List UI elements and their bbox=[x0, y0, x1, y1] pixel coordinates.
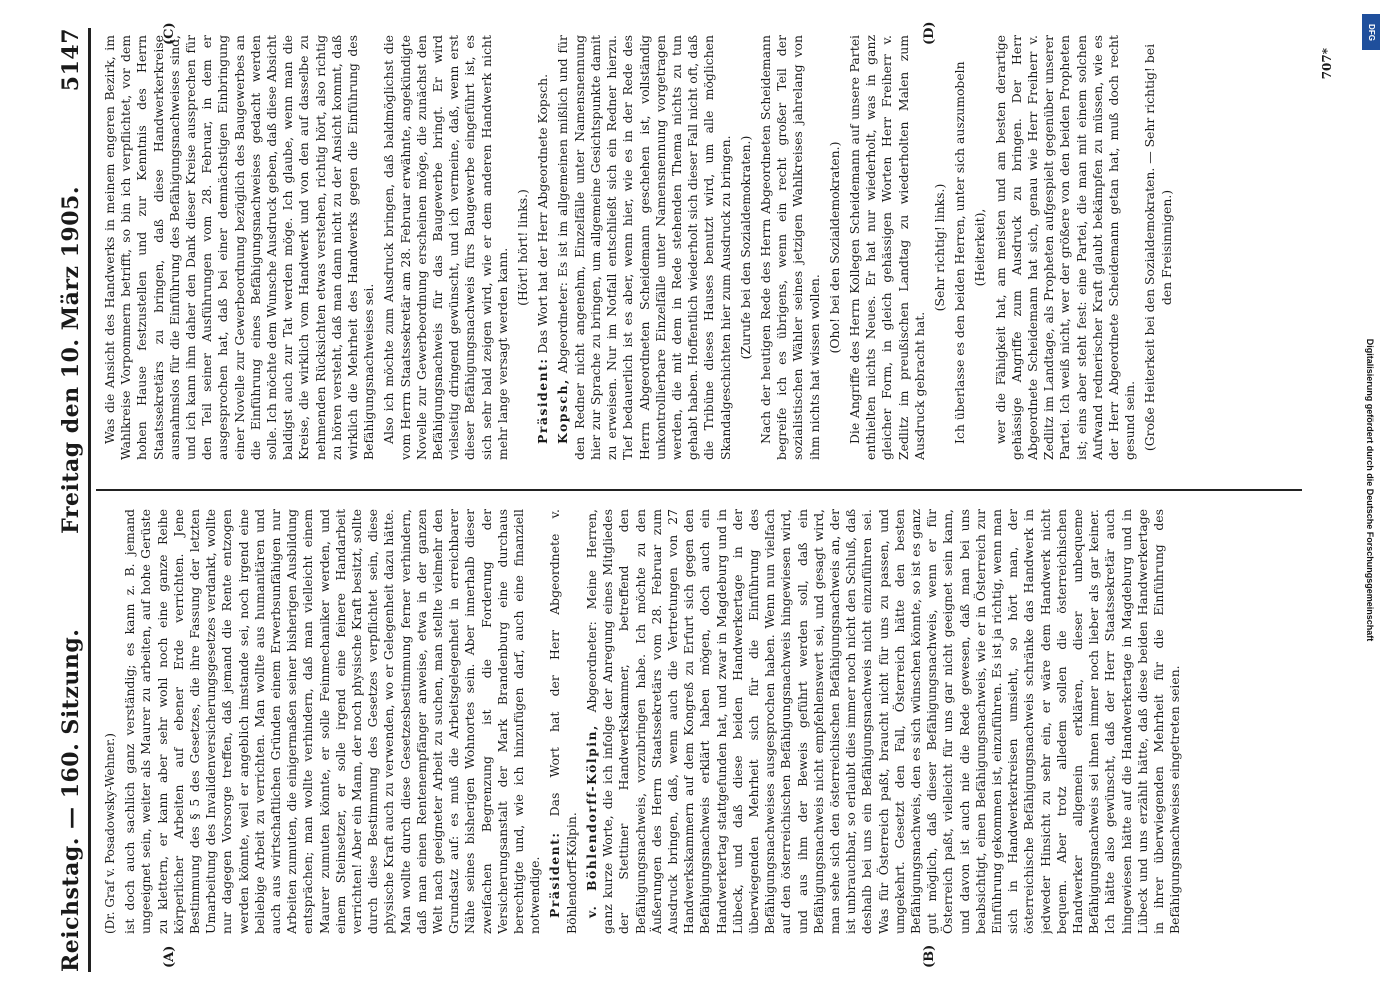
president-text-2: Das Wort hat der Herr Abgeordnete Kopsch. bbox=[534, 73, 550, 354]
left-paragraph-1: ist doch auch sachlich ganz verständig; es kann z. B. jemand ungeeignet sein, weiter als Maurer zu arbeiten, auf hohe Gerüste zu klettern, er kann aber sehr wohl noch eine ganze Reihe körperlicher Arbeiten auf ebener Erde verrichten. Jene Bestimmung des § 5 des Gesetzes, die ihre Fassung der letzten Umarbeitung des Invalidenversicherungsgesetzes verdankt, wollte nur dagegen Vorsorge treffen, daß jemand die Rente entzogen werden könnte, weil er angeblich imstande sei, noch irgend eine beliebige Arbeit zu verrichten. Man wollte aus humanitären und auch aus wirtschaftlichen Gründen einem Erwerbsunfähigen nur Arbeiten zumuten, die einigermaßen seiner bisherigen Ausbildung entsprächen; man wollte verhindern, daß man vielleicht einem Maurer zumuten könnte, er solle Feinmechaniker werden, und einem Steinsetzer, er solle irgend eine feinere Handarbeit verrichten! Aber ein Mann, der noch physische Kraft besitzt, sollte durch diese Bestimmung des Gesetzes verpflichtet sein, diese physische Kraft auch zu verwenden, wo er Gelegenheit dazu hätte. Man wollte durch diese Gesetzesbestimmung ferner verhindern, daß man einen Rentenempfänger anweise, etwa in der ganzen Welt nach geeigneter Arbeit zu suchen, man stellte vielmehr den Grundsatz auf: es muß die Arbeitsgelegenheit in erreichbarer Nähe seines bisherigen Wohnortes sein. Aber innerhalb dieser zweifachen Begrenzung ist die Forderung der Versicherungsanstalt der Mark Brandenburg eine durchaus berechtigte und, wie ich hinzufügen darf, auch eine finanziell notwendige. bbox=[121, 509, 542, 934]
speaker-text-boehlendorff: Abgeordneter: Meine Herren, ganz kurze Worte, die ich infolge der Anregung eines Mitgliedes der Stettiner Handwerkskammer, betreffend den Befähigungsnachweis, vorzubringen habe. Ich möchte zu den Äußerungen des Herrn Staatssekretärs vom 28. Februar zum Ausdruck bringen, daß, wenn auch die Vertretungen von 27 Handwerkskammern auf dem Kongreß zu Erfurt sich gegen den Befähigungsnachweis erklärt haben mögen, doch auch ein Handwerkertag stattgefunden hat, und zwar in Magdeburg und in Lübeck, und daß diese beiden Handwerkertage in der überwiegenden Mehrheit sich für die Einführung des Befähigungsnachweises ausgesprochen haben. Wenn nun vielfach auf den österreichischen Befähigungsnachweis hingewiesen wird, und aus ihm der Beweis geführt werden soll, daß ein Befähigungsnachweis nicht empfehlenswert sei, und gesagt wird, man sehe sich den österreichischen Befähigungsnachweis an, der ist unbrauchbar, so erlaubt dies immer noch nicht den Schluß, daß deshalb bei uns ein Befähigungsnachweis nicht einzuführen sei. Was für Österreich paßt, braucht nicht für uns zu passen, und umgekehrt. Gesetzt den Fall, Österreich hätte den besten Befähigungsnachweis, den es sich wünschen könnte, so ist es ganz gut möglich, daß dieser Befähigungsnachweis, wenn er für Österreich paßt, vielleicht für uns gar nicht geeignet sein kann, und davon ist auch nie die Rede gewesen, daß man bei uns beabsichtigt, einen Befähigungsnachweis, wie er in Österreich zur Einführung gekommen ist, einzuführen. Es ist ja richtig, wenn man sich in Handwerkerkreisen umsieht, so hört man, der österreichische Befähigungsnachweis schränke das Handwerk in jedweder Hinsicht zu sehr ein, er wäre dem Handwerk nicht bequem. Aber trotz alledem sollen die österreichischen Handwerker allgemein erklären, dieser unbequeme Befähigungsnachweis sei ihnen immer noch lieber als gar keiner. Ich hätte also gewünscht, daß der Herr Staatssekretär auch hingewiesen hätte auf die Handwerkertage in Magdeburg und in Lübeck und uns erzählt hätte, daß diese beiden Handwerkertage in ihrer überwiegenden Mehrheit für die Einführung des Befähigungsnachweises eingetreten seien. bbox=[583, 509, 1182, 934]
header-page-number: 5147 bbox=[57, 28, 84, 92]
president-line-1 bbox=[547, 509, 579, 934]
president-text-1: Das Wort hat der Herr Abgeordnete v. Böhlendorff-Kölpin. bbox=[546, 509, 579, 934]
president-label-2: Präsident: bbox=[534, 357, 550, 444]
reaction-5: (Heiterkeit), bbox=[971, 208, 987, 287]
continuation-speaker: (Dr. Graf v. Posadowsky-Wehner.) bbox=[102, 733, 117, 934]
right-paragraph-1: Was die Ansicht des Handwerks in meinem engeren Bezirk, im Wahlkreise Vorpommern betrifft, so bin ich verpflichtet, vor dem hohen Hause festzustellen und zur Kenntnis des Herrn Staatssekretärs zu bringen, daß diese Handwerkerkreise ausnahmslos für die Einführung des Befähigungsnachweises sind, und ich kann ihm daher den Dank dieser Kreise aussprechen für den Teil seiner Ausführungen vom 28. Februar, in dem er ausgesprochen hat, daß bei einer demnächstigen Einbringung einer Novelle zur Gewerbeordnung bezüglich des Baugewerbes an die Einführung eines Befähigungsnachweises gedacht werden solle. Ich möchte dem Wunsche Ausdruck geben, daß diese Absicht baldigst auch zur Tat werden möge. Ich glaube, wenn man die Kreise, die wirklich vom Handwerk und von den auf dasselbe zu nehmenden Rücksichten etwas verstehen, richtig hört, also richtig zu hören versteht, daß man dann nicht zu der Ansicht kommt, daß wirklich die Mehrheit des Handwerks gegen die Einführung des Befähigungsnachweises sei. bbox=[101, 35, 376, 460]
president-line-2 bbox=[535, 35, 551, 460]
speaker-paragraph-kopsch bbox=[555, 35, 733, 460]
column-divider bbox=[96, 489, 1302, 491]
margin-mark-c: (C) bbox=[161, 22, 177, 45]
right-paragraph-3: Nach der heutigen Rede des Herrn Abgeordneten Scheidemann begreife ich es übrigens, wenn ein recht großer Teil der sozialistischen Wähler seines jetzigen Wahlkreises jahrelang von ihm nichts hat wissen wollen. bbox=[757, 35, 822, 460]
left-column bbox=[102, 509, 1282, 934]
reaction-4: (Sehr richtig! links.) bbox=[931, 183, 947, 312]
right-paragraph-4: Die Angriffe des Herrn Kollegen Scheidemann auf unsere Partei enthielten nichts Neues. Er hat nur wiederholt, was in ganz gleicher Form, in gleich gehässigen Worten Herr Freiherr v. Zedlitz im preußischen Landtag zu wiederholten Malen zum Ausdruck gebracht hat. bbox=[846, 35, 927, 460]
page-header bbox=[50, 28, 91, 972]
header-date: Freitag den 10. März 1905. bbox=[57, 186, 84, 534]
reaction-6: (Große Heiterkeit bei den Sozialdemokraten. — Sehr richtig! bei den Freisinnigen.) bbox=[1141, 43, 1174, 452]
header-left: Reichstag. — 160. Sitzung. bbox=[57, 628, 84, 972]
credit-text: Digitalisierung gefördert durch die Deutsche Forschungsgemeinschaft bbox=[1365, 338, 1375, 642]
digitization-credit bbox=[1360, 10, 1380, 990]
reaction-1: (Hört! hört! links.) bbox=[514, 189, 530, 306]
speaker-name-boehlendorff: v. Böhlendorff-Kölpin, bbox=[583, 724, 599, 918]
speaker-paragraph-boehlendorff bbox=[583, 509, 1183, 934]
speaker-text-kopsch: Abgeordneter: Es ist im allgemeinen mißlich und für den Redner nicht angenehm, Einzelfälle unter Namensnennung hier zur Sprache zu bringen, um allgemeine Gesichtspunkte damit zu erweisen. Nur im Notfall entschließt sich ein Redner hierzu. Tief bedauerlich ist es aber, wenn hier, wie es in der Rede des Herrn Abgeordneten Scheidemann geschehen ist, vollständig unkontrollierbare Einzelfälle unter Namensnennung vorgetragen werden, die mit dem in Rede stehenden Thema nichts zu tun gehabt haben. Hoffentlich wiederholt sich dieser Fall nicht oft, daß die Tribüne dieses Hauses benutzt wird, um alle möglichen Skandalgeschichten hier zum Ausdruck zu bringen. bbox=[554, 35, 733, 460]
speaker-name-kopsch: Kopsch, bbox=[554, 378, 570, 444]
margin-mark-d: (D) bbox=[921, 21, 937, 45]
reaction-2: (Zurufe bei den Sozialdemokraten.) bbox=[737, 135, 753, 360]
page-footer-signature: 707* bbox=[1319, 48, 1334, 80]
right-column bbox=[102, 35, 1282, 460]
rotated-document-page bbox=[42, 20, 1342, 980]
margin-mark-b: (B) bbox=[921, 944, 937, 968]
margin-mark-a: (A) bbox=[161, 945, 177, 968]
dfg-logo: DFG bbox=[1362, 14, 1380, 50]
right-paragraph-2: Also ich möchte zum Ausdruck bringen, daß baldmöglichst die vom Herrn Staatssekretär am 28. Februar erwähnte, angekündigte Novelle zur Gewerbeordnung erscheinen möge, die zunächst den Befähigungsnachweis für das Baugewerbe bringt. Er wird vielseitig dringend gewünscht, und ich vermeine, daß, wenn erst dieser Befähigungsnachweis fürs Baugewerbe eingeführt ist, es sich sehr bald zeigen wird, wie er dem anderen Handwerk nicht mehr lange versagt werden kann. bbox=[380, 35, 510, 460]
right-paragraph-6: wer die Fähigkeit hat, am meisten und am besten derartige gehässige Angriffe zum Ausdruck zu bringen. Der Herr Abgeordnete Scheidemann hat sich, genau wie Herr Freiherr v. Zedlitz im Landtage, als Propheten aufgespielt gegenüber unserer Partei. Ich weiß nicht, wer der größere von den beiden Propheten ist; eins aber steht fest: eine Partei, die man mit einem solchen Aufwand rednerischer Kraft glaubt bekämpfen zu müssen, wie es der Herr Abgeordnete Scheidemann getan hat, muß doch recht gesund sein. bbox=[992, 35, 1137, 460]
president-label-1: Präsident: bbox=[546, 831, 562, 918]
right-paragraph-5: Ich überlasse es den beiden Herren, unter sich auszumobeln bbox=[951, 61, 967, 444]
reaction-3: (Oho! bei den Sozialdemokraten.) bbox=[826, 141, 842, 354]
